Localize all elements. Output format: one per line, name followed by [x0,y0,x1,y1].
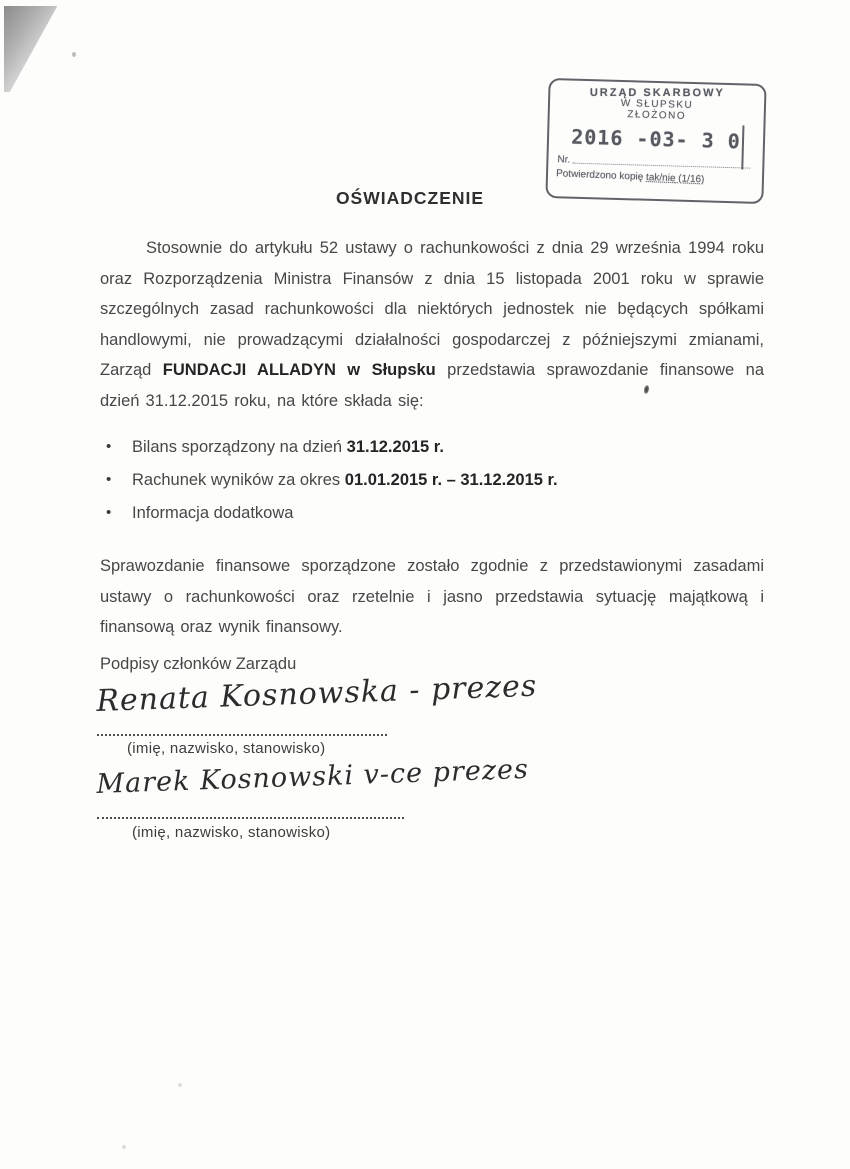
stamp-office-city: W SŁUPSKU [620,98,694,112]
organization-name: FUNDACJI ALLADYN w Słupsku [162,361,436,379]
stamp-footer-ref: (1/16) [675,173,705,186]
signatures-heading: Podpisy członków Zarządu [100,655,297,673]
stamp-office-name: URZĄD SKARBOWY [589,86,725,100]
stamp-footer-text: Potwierdzono kopię [555,168,647,183]
bullet-icon: • [106,504,112,521]
signature-dotted-line [97,817,404,819]
list-item-informacja [104,503,724,524]
list-item-text: Informacja dodatkowa [132,504,294,522]
scan-speck [72,52,76,57]
list-item-bilans [104,437,724,458]
intro-paragraph [100,233,764,416]
statement-paragraph: Sprawozdanie finansowe sporządzone zostało zgodnie z przedstawionymi zasadami ustawy o rachunkowości oraz rzetelnie i jasno przedstawia sytuację majątkową i finansową oraz wynik finansowy. [100,557,764,636]
signature-caption: (imię, nazwisko, stanowisko) [127,740,326,757]
signature-caption: (imię, nazwisko, stanowisko) [132,824,331,841]
intro-text-continued: przedstawia sprawozdanie finansowe na dzień 31.12.2015 roku, na które składa się: [100,361,764,410]
list-item-rachunek [104,470,724,491]
stamp-number-row [557,154,751,170]
list-item-text: Bilans sporządzony na dzień [132,438,347,456]
document-title: OŚWIADCZENIE [335,188,485,208]
list-item-date: 31.12.2015 r. [346,438,444,456]
signature-dotted-line [97,734,387,736]
bullet-icon: • [106,471,112,488]
stamp-footer [556,168,705,185]
stamp-footer-choice: tak/nie [645,171,676,185]
stamp-status-label: ZŁOŻONO [627,109,687,122]
report-components-list [104,437,724,536]
scan-corner-artifact [4,6,62,92]
handwritten-signature: Renata Kosnowska - prezes [95,668,538,719]
handwritten-signature: Marek Kosnowski v-ce prezes [95,753,530,800]
scan-speck [122,1145,126,1149]
stamp-number-dotted-line [572,163,750,169]
scan-speck [178,1083,182,1087]
signature-block-vice-president [95,753,537,851]
intro-text: Stosownie do artykułu 52 ustawy o rachunkowości z dnia 29 września 1994 roku oraz Rozporządzenia Ministra Finansów z dnia 15 listopada 2001 roku w sprawie szczególnych zasad rachunkowości dla niektórych jednostek nie będących spółkami handlowymi, nie prowadzącymi działalności gospodarczej z późniejszymi zmianami, Zarząd [100,239,764,379]
list-item-date: 01.01.2015 r. – 31.12.2015 r. [344,471,558,489]
stamp-number-label: Nr. [557,154,571,166]
stamp-date: 2016 -03- 3 0 [570,124,742,154]
tax-office-stamp [545,78,766,204]
bullet-icon: • [106,438,112,455]
list-item-text: Rachunek wyników za okres [132,471,345,489]
